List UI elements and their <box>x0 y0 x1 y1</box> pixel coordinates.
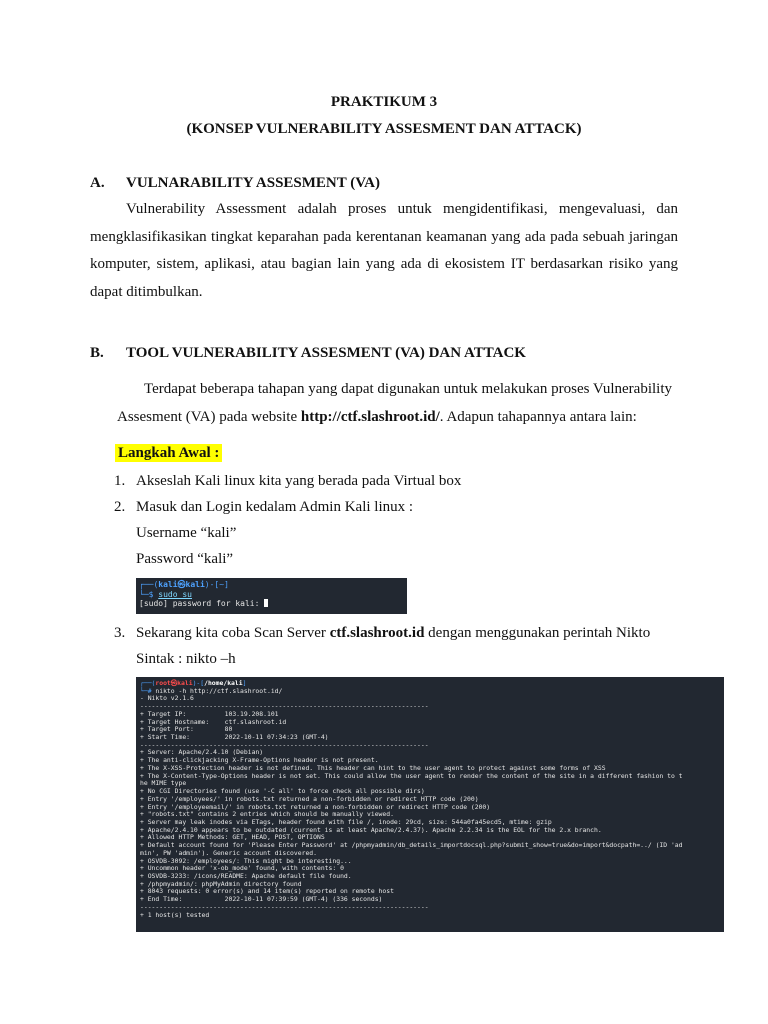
terminal-output-line: + Server may leak inodes via ETags, header found with file /, inode: 29cd, size: 544a0fa45ecd5, mtime: gzip <box>140 817 552 826</box>
terminal-output-line: + Target Port: 80 <box>140 725 233 734</box>
list-item-1 <box>114 473 461 490</box>
list-item-3-post: dengan menggunakan perintah Nikto <box>424 625 651 641</box>
terminal-command: sudo su <box>158 589 192 599</box>
cursor-icon <box>264 599 268 607</box>
terminal-password-line <box>139 599 407 609</box>
section-a-title: VULNARABILITY ASSESMENT (VA) <box>126 175 380 191</box>
list-item-2-number: 2. <box>114 499 126 515</box>
terminal-output-line: --------------------------------------------------------------------------- <box>140 902 429 911</box>
step-label <box>115 445 222 462</box>
section-b-intro-line2 <box>117 409 637 426</box>
terminal-output-line: + The X-Content-Type-Options header is not set. This could allow the user agent to render the content of the site in a different fashion to t <box>140 771 683 780</box>
prompt2-user: root㉿kali <box>155 679 193 687</box>
terminal-output-line: --------------------------------------------------------------------------- <box>140 740 429 749</box>
list-item-3-number: 3. <box>114 625 126 641</box>
terminal-output-line: + No CGI Directories found (use '-C all' to force check all possible dirs) <box>140 787 425 796</box>
terminal-output-line: + OSVDB-3233: /icons/README: Apache default file found. <box>140 871 352 880</box>
terminal-output-line: + Entry '/employees/' in robots.txt returned a non-forbidden or redirect HTTP code (200) <box>140 794 479 803</box>
terminal-output-line: + Default account found for 'Please Enter Password' at /phpmyadmin/db_details_importdocsql.php?submit_show=true&do=import&docpath=../ (ID 'ad <box>140 841 683 850</box>
prompt2-close: ] <box>242 679 247 687</box>
terminal-output-line: + Server: Apache/2.4.10 (Debian) <box>140 748 264 757</box>
prompt-user: kali㉿kali <box>158 580 205 589</box>
intro-text-pre: Assesment (VA) pada website <box>117 409 301 425</box>
sudo-password-prompt: [sudo] password for kali: <box>139 599 265 608</box>
terminal2-command-line <box>140 688 724 696</box>
terminal-output-line: he MIME type <box>140 779 187 788</box>
terminal-output-line: + Uncommon header 'x-ob_mode' found, with contents: 0 <box>140 864 344 873</box>
terminal-output-line: min', PW 'admin'). Generic account discovered. <box>140 848 317 857</box>
terminal-output-line: + Entry '/employeemail/' in robots.txt returned a non-forbidden or redirect HTTP code (200) <box>140 802 491 811</box>
list-item-3 <box>114 625 650 642</box>
terminal-output-line: + Apache/2.4.10 appears to be outdated (current is at least Apache/2.4.37). Apache 2.2.34 is the EOL for the 2.x branch. <box>140 825 602 834</box>
prompt-prefix: └─$ <box>139 589 159 599</box>
list-item-1-number: 1. <box>114 473 126 489</box>
prompt2-mid: )-[ <box>192 679 205 687</box>
terminal-output-line: + Target Hostname: ctf.slashroot.id <box>140 717 287 726</box>
section-a-heading <box>90 175 380 192</box>
terminal-output-line: --------------------------------------------------------------------------- <box>140 702 429 711</box>
syntax-line: Sintak : nikto –h <box>136 651 236 667</box>
intro-text-post: . Adapun tahapannya antara lain: <box>439 409 637 425</box>
terminal-output-line: + Start Time: 2022-10-11 07:34:23 (GMT-4) <box>140 733 329 742</box>
terminal2-command: nikto -h http://ctf.slashroot.id/ <box>155 686 283 695</box>
terminal-output-line: + Target IP: 103.19.208.101 <box>140 709 279 718</box>
terminal-output-line: + /phpmyadmin/: phpMyAdmin directory found <box>140 879 302 888</box>
prompt2-prefix: └─# <box>140 686 156 695</box>
list-item-3-host: ctf.slashroot.id <box>329 625 425 641</box>
section-a-paragraph-text: Vulnerability Assessment adalah proses untuk mengidentifikasi, mengevaluasi, dan mengklasifikasikan tingkat keparahan pada kerentanan keamanan yang ada pada sebuah jaringan komputer, sistem, aplikasi, atau bagian lain yang ada di ekosistem IT berdasarkan risiko yang dapat ditimbulkan. <box>90 201 678 300</box>
terminal-output-line: + Allowed HTTP Methods: GET, HEAD, POST, OPTIONS <box>140 833 325 842</box>
section-a-letter: A. <box>90 175 105 191</box>
terminal-output-line: + OSVDB-3092: /employees/: This might be interesting... <box>140 856 352 865</box>
username-line: Username “kali” <box>136 525 237 541</box>
list-item-1-text: Akseslah Kali linux kita yang berada pada Virtual box <box>136 473 462 489</box>
section-a-paragraph <box>90 196 678 306</box>
terminal-screenshot-sudo <box>136 578 407 614</box>
document-title: PRAKTIKUM 3 <box>330 94 438 110</box>
intro-url: http://ctf.slashroot.id/ <box>300 409 440 425</box>
terminal-output-line: + "robots.txt" contains 2 entries which should be manually viewed. <box>140 810 394 819</box>
prompt2-open: ┌──( <box>140 679 156 687</box>
terminal-output-line: + The X-XSS-Protection header is not defined. This header can hint to the user agent to protect against some forms of XSS <box>140 763 606 772</box>
section-b-heading <box>90 345 526 362</box>
section-b-title: TOOL VULNERABILITY ASSESMENT (VA) DAN ATTACK <box>126 345 526 361</box>
document-subtitle: (KONSEP VULNERABILITY ASSESMENT DAN ATTACK) <box>186 121 582 137</box>
list-item-2 <box>114 499 413 516</box>
terminal-output-line: + 8043 requests: 0 error(s) and 14 item(s) reported on remote host <box>140 887 394 896</box>
terminal-prompt-line <box>139 580 407 590</box>
prompt-open: ┌──( <box>139 580 159 589</box>
prompt2-dir: /home/kali <box>204 679 243 687</box>
terminal-output-line: + The anti-clickjacking X-Frame-Options header is not present. <box>140 756 379 765</box>
terminal-output-line: + 1 host(s) tested <box>140 910 210 919</box>
nikto-output <box>140 695 724 919</box>
list-item-3-pre: Sekarang kita coba Scan Server <box>136 625 330 641</box>
section-b-letter: B. <box>90 345 104 361</box>
terminal-output-line: - Nikto v2.1.6 <box>140 694 194 703</box>
terminal-command-line <box>139 590 407 600</box>
section-b-intro-line1: Terdapat beberapa tahapan yang dapat digunakan untuk melakukan proses Vulnerability <box>144 381 673 397</box>
prompt-dir: )-[~] <box>204 580 229 589</box>
password-line: Password “kali” <box>136 551 234 567</box>
terminal-screenshot-nikto <box>136 677 724 932</box>
terminal-output-line: + End Time: 2022-10-11 07:39:59 (GMT-4) (336 seconds) <box>140 895 383 904</box>
step-label-highlight: Langkah Awal : <box>115 444 222 462</box>
list-item-2-text: Masuk dan Login kedalam Admin Kali linux : <box>136 499 414 515</box>
